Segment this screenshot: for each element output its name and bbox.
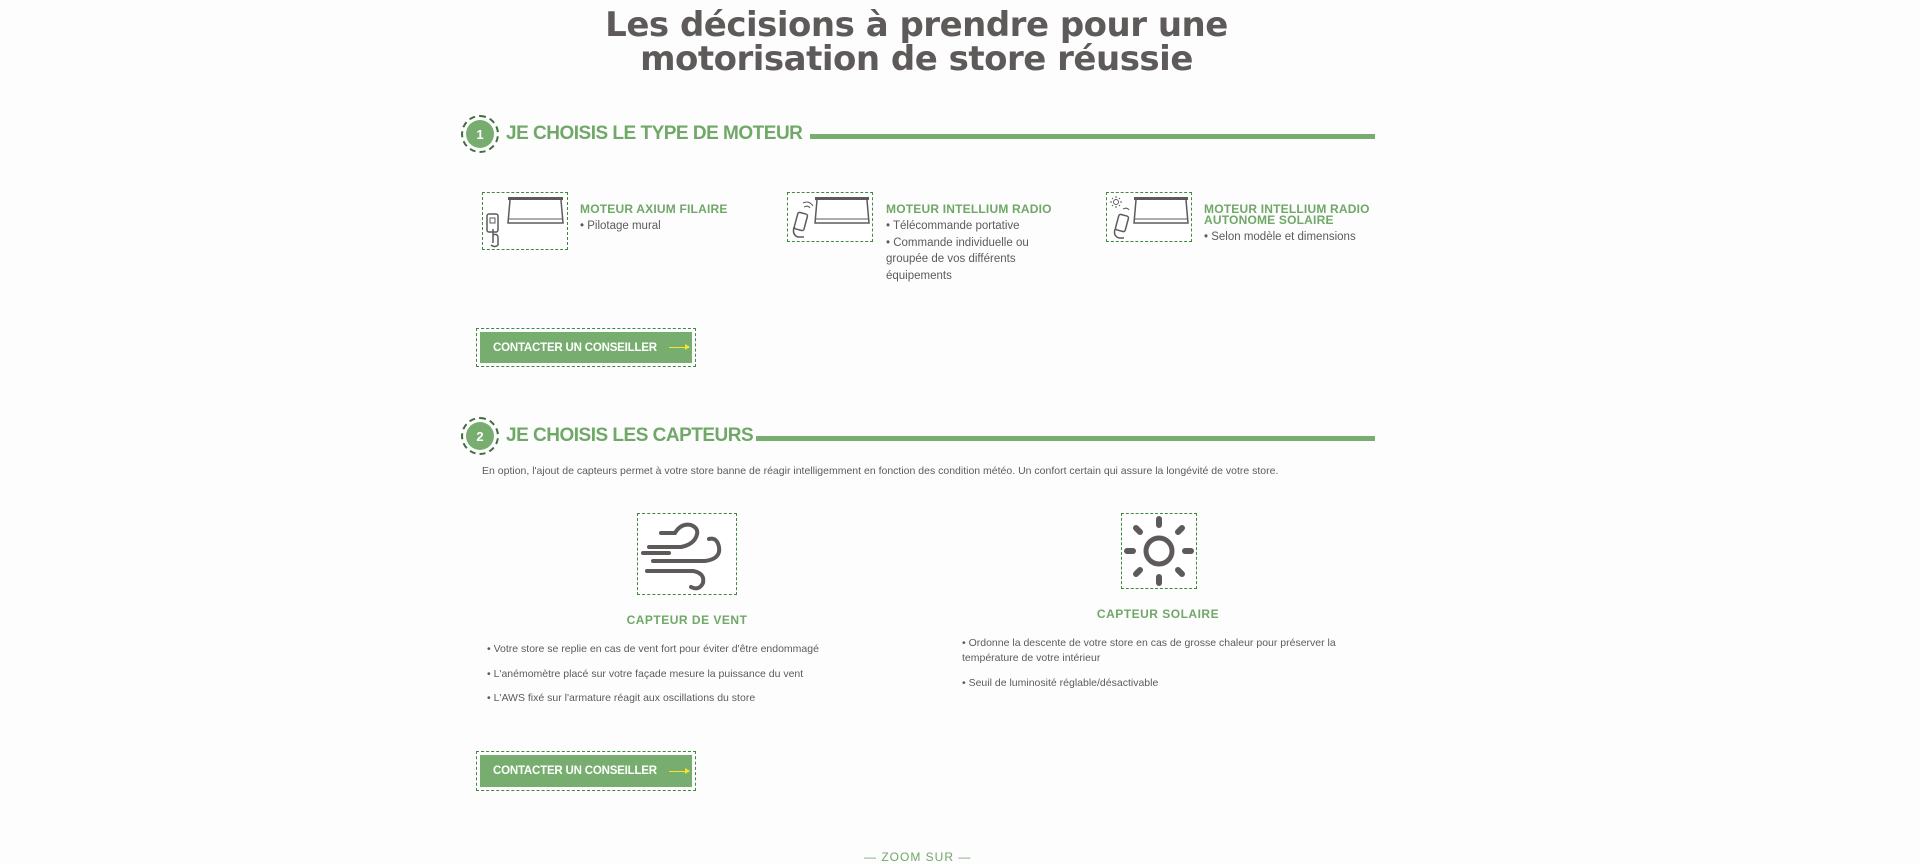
wall-switch-awning-icon bbox=[482, 192, 568, 250]
contact-button-label: CONTACTER UN CONSEILLER bbox=[493, 765, 657, 777]
motor-1-title bbox=[580, 204, 728, 215]
list-item: • L'AWS fixé sur l'armature réagit aux oscillations du store bbox=[487, 692, 756, 704]
step-2-number: 2 bbox=[466, 422, 494, 450]
list-item: • Votre store se replie en cas de vent fort pour éviter d'être endommagé bbox=[487, 643, 819, 655]
arrow-right-icon bbox=[669, 347, 689, 348]
list-item: • Seuil de luminosité réglable/désactivable bbox=[962, 676, 1159, 689]
contact-advisor-button[interactable] bbox=[480, 332, 692, 363]
arrow-right-icon bbox=[669, 771, 689, 772]
list-item: • Ordonne la descente de votre store en cas de grosse chaleur pour préserver la température de votre intérieur bbox=[962, 637, 1336, 664]
motor-1-feature: • Pilotage mural bbox=[580, 220, 661, 232]
contact-button-2-frame bbox=[476, 751, 696, 791]
section-1-title: JE CHOISIS LE TYPE DE MOTEUR bbox=[506, 123, 803, 144]
motor-2-title bbox=[886, 204, 1052, 215]
contact-advisor-button[interactable] bbox=[480, 755, 692, 787]
page-title-line1: Les décisions à prendre pour une bbox=[605, 5, 1228, 45]
page-title-line2: motorisation de store réussie bbox=[640, 39, 1193, 79]
motor-2-feature: • Commande individuelle ou bbox=[886, 236, 1029, 249]
section-2-title: JE CHOISIS LES CAPTEURS bbox=[506, 425, 754, 446]
wind-icon bbox=[637, 513, 737, 595]
section-2-divider bbox=[756, 436, 1375, 441]
page-title bbox=[0, 5, 1833, 79]
motor-3-title-line2: AUTONOME SOLAIRE bbox=[1204, 213, 1334, 227]
zoom-heading: — ZOOM SUR — bbox=[864, 850, 972, 864]
step-1-number: 1 bbox=[466, 120, 494, 148]
motor-2-title-line1: MOTEUR INTELLIUM RADIO bbox=[886, 202, 1052, 216]
sun-icon bbox=[1121, 513, 1197, 589]
solar-remote-awning-icon bbox=[1106, 192, 1192, 242]
section-1-divider bbox=[810, 134, 1375, 139]
solar-sensor-title: CAPTEUR SOLAIRE bbox=[1096, 607, 1220, 621]
list-item: • L'anémomètre placé sur votre façade mesure la puissance du vent bbox=[487, 667, 804, 680]
step-1-badge bbox=[461, 115, 499, 153]
wind-sensor-bullets bbox=[487, 642, 907, 716]
motor-2-feature: équipements bbox=[886, 269, 952, 282]
motor-2-features bbox=[886, 218, 1029, 284]
motor-3-feature: • Selon modèle et dimensions bbox=[1204, 231, 1356, 243]
motor-2-feature: groupée de vos différents bbox=[886, 253, 1016, 265]
wind-sensor-title: CAPTEUR DE VENT bbox=[626, 613, 748, 627]
remote-awning-icon bbox=[787, 192, 873, 242]
solar-sensor-bullets bbox=[962, 636, 1364, 700]
motor-1-title-line1: MOTEUR AXIUM FILAIRE bbox=[580, 202, 728, 216]
contact-button-1-frame bbox=[476, 328, 696, 367]
motor-2-feature: • Télécommande portative bbox=[886, 220, 1020, 232]
motor-3-title-line1: MOTEUR INTELLIUM RADIO bbox=[1204, 202, 1370, 216]
contact-button-label: CONTACTER UN CONSEILLER bbox=[493, 341, 657, 354]
motor-3-features bbox=[1204, 229, 1356, 246]
step-2-badge bbox=[461, 417, 499, 455]
sensors-intro-text: En option, l'ajout de capteurs permet à votre store banne de réagir intelligemment en fonction des condition météo. Un confort certain qui assure la longévité de votre store. bbox=[482, 465, 1279, 477]
motor-3-title bbox=[1204, 204, 1370, 226]
motor-1-features bbox=[580, 218, 661, 235]
